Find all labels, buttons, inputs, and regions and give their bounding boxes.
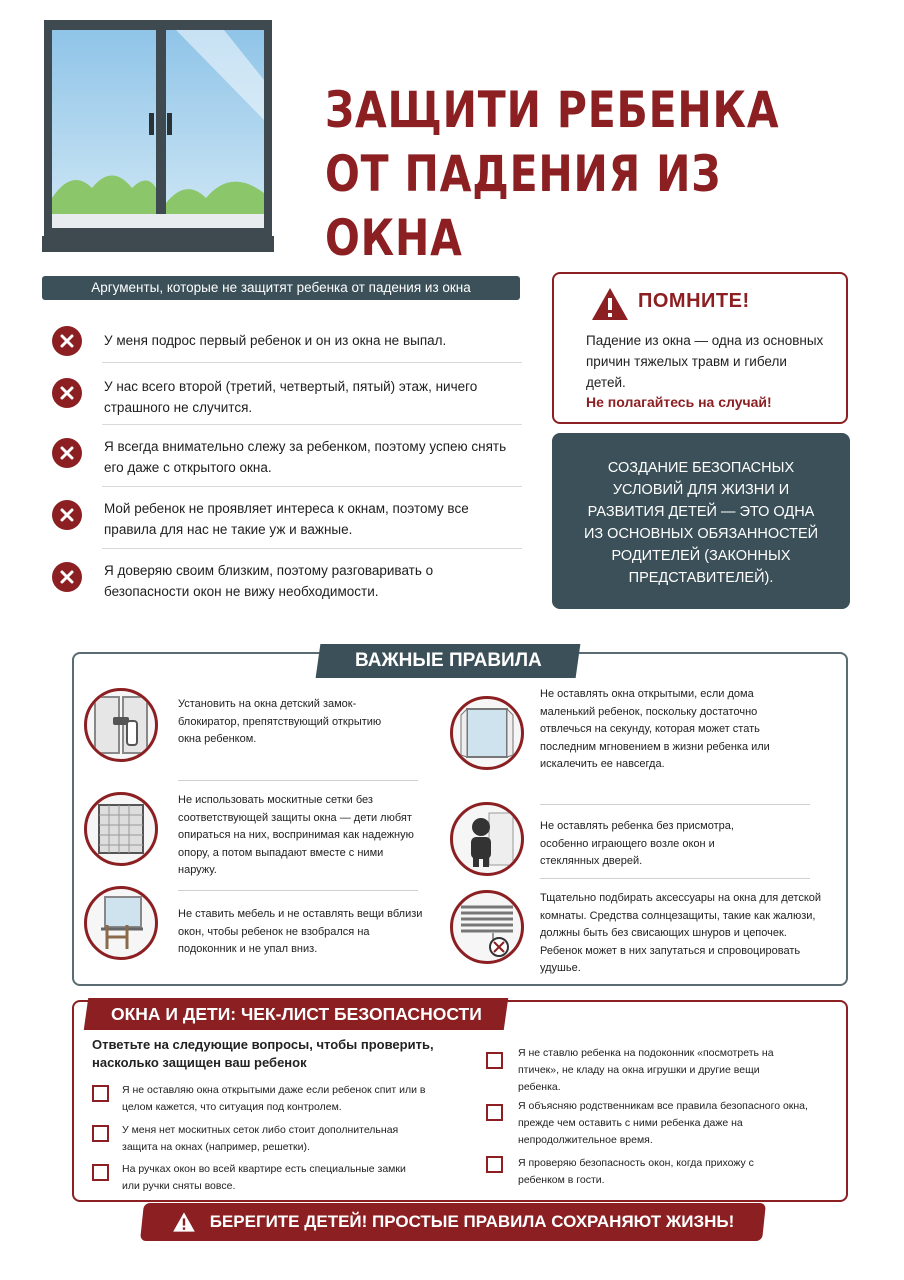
window-blinds-icon bbox=[450, 890, 524, 964]
rule-text: Не оставлять окна открытыми, если дома маленький ребенок, поскольку достаточно отвлечься на секунду, которая может стать последним мгновением в жизни ребенка или искалечить ее навсегда. bbox=[540, 688, 770, 770]
checkbox[interactable] bbox=[92, 1164, 109, 1181]
divider bbox=[102, 486, 522, 487]
argument-text: Мой ребенок не проявляет интереса к окнам, поэтому все правила для нас не такие уж и важные. bbox=[104, 501, 469, 537]
divider bbox=[540, 804, 810, 805]
remember-box bbox=[552, 272, 848, 424]
rule-text: Установить на окна детский замок-блокиратор, препятствующий открытию окна ребенком. bbox=[178, 698, 382, 745]
divider bbox=[178, 780, 418, 781]
checklist-item: Я объясняю родственникам все правила безопасного окна, прежде чем оставить с ними ребенка даже на непродолжительное время. bbox=[518, 1100, 808, 1146]
cross-icon bbox=[52, 562, 82, 592]
checkbox[interactable] bbox=[92, 1085, 109, 1102]
rule-text: Не оставлять ребенка без присмотра, особенно играющего возле окон и стеклянных дверей. bbox=[540, 820, 734, 867]
arguments-banner: Аргументы, которые не защитят ребенка от падения из окна bbox=[42, 276, 520, 300]
cross-icon bbox=[52, 500, 82, 530]
divider bbox=[102, 548, 522, 549]
parental-duty-text: СОЗДАНИЕ БЕЗОПАСНЫХ УСЛОВИЙ ДЛЯ ЖИЗНИ И РАЗВИТИЯ ДЕТЕЙ — ЭТО ОДНА ИЗ ОСНОВНЫХ ОБЯЗАННОСТЕЙ РОДИТЕЛЕЙ (ЗАКОННЫХ ПРЕДСТАВИТЕЛЕЙ). bbox=[583, 460, 819, 586]
cross-icon bbox=[52, 378, 82, 408]
checklist-item: У меня нет москитных сеток либо стоит дополнительная защита на окнах (например, решетки). bbox=[122, 1124, 399, 1153]
checklist-intro: Ответьте на следующие вопросы, чтобы проверить, насколько защищен ваш ребенок bbox=[92, 1037, 434, 1070]
mosquito-net-icon bbox=[84, 792, 158, 866]
checkbox[interactable] bbox=[92, 1125, 109, 1142]
warning-icon bbox=[172, 1211, 196, 1233]
cross-icon bbox=[52, 438, 82, 468]
rules-title-text: ВАЖНЫЕ ПРАВИЛА bbox=[354, 650, 542, 671]
child-at-window-icon bbox=[450, 802, 524, 876]
window-lock-icon bbox=[84, 688, 158, 762]
divider bbox=[178, 890, 418, 891]
rule-text: Не использовать москитные сетки без соответствующей защиты окна — дети любят опираться на них, воспринимая как надежную опору, а потом выпадают вместе с ними наружу. bbox=[178, 794, 414, 876]
checkbox[interactable] bbox=[486, 1104, 503, 1121]
remember-title: ПОМНИТЕ! bbox=[638, 290, 750, 312]
checklist-title-text: ОКНА И ДЕТИ: ЧЕК-ЛИСТ БЕЗОПАСНОСТИ bbox=[110, 1004, 482, 1024]
rule-text: Не ставить мебель и не оставлять вещи вблизи окон, чтобы ребенок не взобрался на подоконник и не упал вниз. bbox=[178, 908, 423, 955]
checklist-item: Я проверяю безопасность окон, когда прихожу с ребенком в гости. bbox=[518, 1157, 754, 1186]
argument-text: У меня подрос первый ребенок и он из окна не выпал. bbox=[104, 333, 447, 348]
rules-title bbox=[316, 644, 581, 678]
remember-text: Падение из окна — одна из основных причин тяжелых травм и гибели детей. bbox=[586, 333, 824, 390]
divider bbox=[540, 878, 810, 879]
parental-duty-box bbox=[552, 433, 850, 609]
cross-icon bbox=[52, 326, 82, 356]
argument-text: Я доверяю своим близким, поэтому разговаривать о безопасности окон не вижу необходимости. bbox=[104, 563, 434, 599]
argument-text: У нас всего второй (третий, четвертый, пятый) этаж, ничего страшного не случится. bbox=[104, 379, 478, 415]
divider bbox=[102, 362, 522, 363]
checklist-title bbox=[84, 998, 508, 1030]
rules-panel bbox=[72, 652, 848, 986]
remember-emphasis: Не полагайтесь на случай! bbox=[586, 394, 772, 410]
checklist-item: Я не оставляю окна открытыми даже если ребенок спит или в целом кажется, что ситуация под контролем. bbox=[122, 1084, 426, 1113]
window-illustration bbox=[42, 18, 274, 252]
page-title-line2: ОТ ПАДЕНИЯ ИЗ ОКНА bbox=[325, 145, 722, 267]
footer-text: БЕРЕГИТЕ ДЕТЕЙ! ПРОСТЫЕ ПРАВИЛА СОХРАНЯЮТ ЖИЗНЬ! bbox=[209, 1212, 735, 1231]
checkbox[interactable] bbox=[486, 1156, 503, 1173]
checkbox[interactable] bbox=[486, 1052, 503, 1069]
page-title-line1: ЗАЩИТИ РЕБЕНКА bbox=[325, 81, 780, 139]
open-window-icon bbox=[450, 696, 524, 770]
page-title bbox=[325, 78, 784, 270]
footer-banner bbox=[140, 1203, 766, 1241]
checklist-item: Я не ставлю ребенка на подоконник «посмотреть на птичек», не кладу на окна игрушки и другие вещи ребенка. bbox=[518, 1047, 774, 1093]
argument-text: Я всегда внимательно слежу за ребенком, поэтому успею снять его даже с открытого окна. bbox=[104, 439, 507, 475]
rule-text: Тщательно подбирать аксессуары на окна для детской комнаты. Средства солнцезащиты, такие как жалюзи, должны быть без свисающих шнуров и цепочек. Ребенок может в них запутаться и спровоцировать удушье. bbox=[540, 892, 822, 974]
checklist-item: На ручках окон во всей квартире есть специальные замки или ручки сняты вовсе. bbox=[122, 1163, 406, 1192]
chair-by-window-icon bbox=[84, 886, 158, 960]
warning-icon bbox=[590, 286, 630, 322]
divider bbox=[102, 424, 522, 425]
